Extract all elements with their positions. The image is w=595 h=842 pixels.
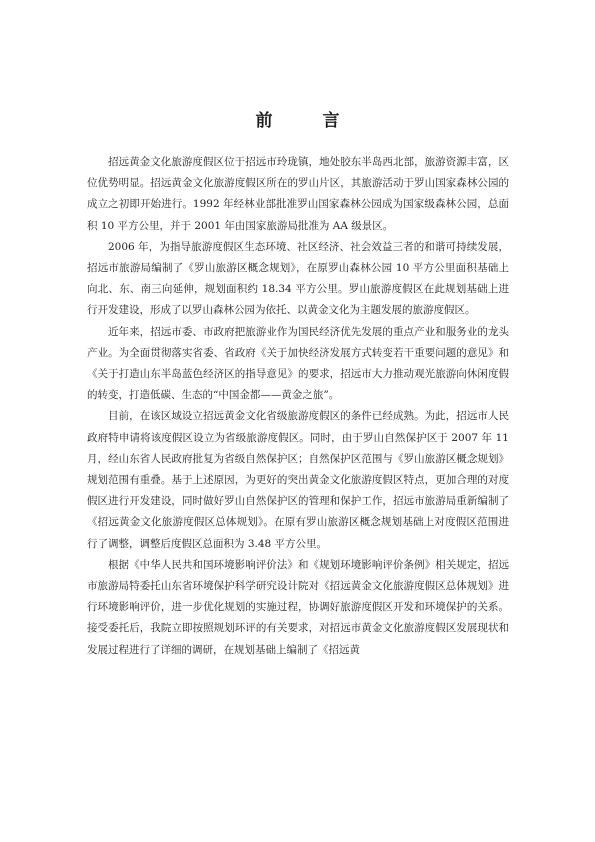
paragraph-1: 招远黄金文化旅游度假区位于招远市玲珑镇，地处胶东半岛西北部，旅游资源丰富，区位优势明显。招远黄金文化旅游度假区所在的罗山片区，其旅游活动于罗山国家森林公园的成立之初即开始进行。1992 年经林业部批准罗山国家森林公园成为国家级森林公园，总面积 10 平方公里，并于 2001 年由国家旅游局批准为 AA 级景区。 [87, 156, 509, 232]
paragraph-3: 近年来，招远市委、市政府把旅游业作为国民经济优先发展的重点产业和服务业的龙头产业。为全面贯彻落实省委、省政府《关于加快经济发展方式转变若干重要问题的意见》和《关于打造山东半岛蓝色经济区的指导意见》的要求，招远市大力推动观光旅游向休闲度假的转变，打造低碳、生态的“中国金都——黄金之旅”。 [87, 325, 509, 402]
paragraph-4: 目前，在该区域设立招远黄金文化省级旅游度假区的条件已经成熟。为此，招远市人民政府特申请将该度假区设立为省级旅游度假区。同时，由于罗山自然保护区于 2007 年 11 月，经山东省人民政府批复为省级自然保护区；自然保护区范围与《罗山旅游区概念规划》规划范围有重叠。基于上述原因，为更好的突出黄金文化旅游度假区特点，更加合理的对度假区进行开发建设，同时做好罗山自然保护区的管理和保护工作，招远市旅游局重新编制了《招远黄金文化旅游度假区总体规划》。在原有罗山旅游区概念规划基础上对度假区范围进行了调整，调整后度假区总面积为 3.48 平方公里。 [87, 410, 509, 550]
page-title: 前 言 [255, 111, 362, 131]
body-text [87, 152, 509, 661]
paragraph-2: 2006 年，为指导旅游度假区生态环境、社区经济、社会效益三者的和谐可持续发展，招远市旅游局编制了《罗山旅游区概念规划》，在原罗山森林公园 10 平方公里面积基础上向北、东、南三向延伸，规划面积约 18.34 平方公里。罗山旅游度假区在此规划基础上进行开发建设，形成了以罗山森林公园为依托、以黄金文化为主题发展的旅游度假区。 [87, 240, 509, 317]
paragraph-5: 根据《中华人民共和国环境影响评价法》和《规划环境影响评价条例》相关规定，招远市旅游局特委托山东省环境保护科学研究设计院对《招远黄金文化旅游度假区总体规划》进行环境影响评价，进一步优化规划的实施过程，协调好旅游度假区开发和环境保护的关系。接受委托后，我院立即按照规划环评的有关要求，对招远市黄金文化旅游度假区发展现状和发展过程进行了详细的调研，在规划基础上编制了《招远黄 [87, 558, 509, 656]
